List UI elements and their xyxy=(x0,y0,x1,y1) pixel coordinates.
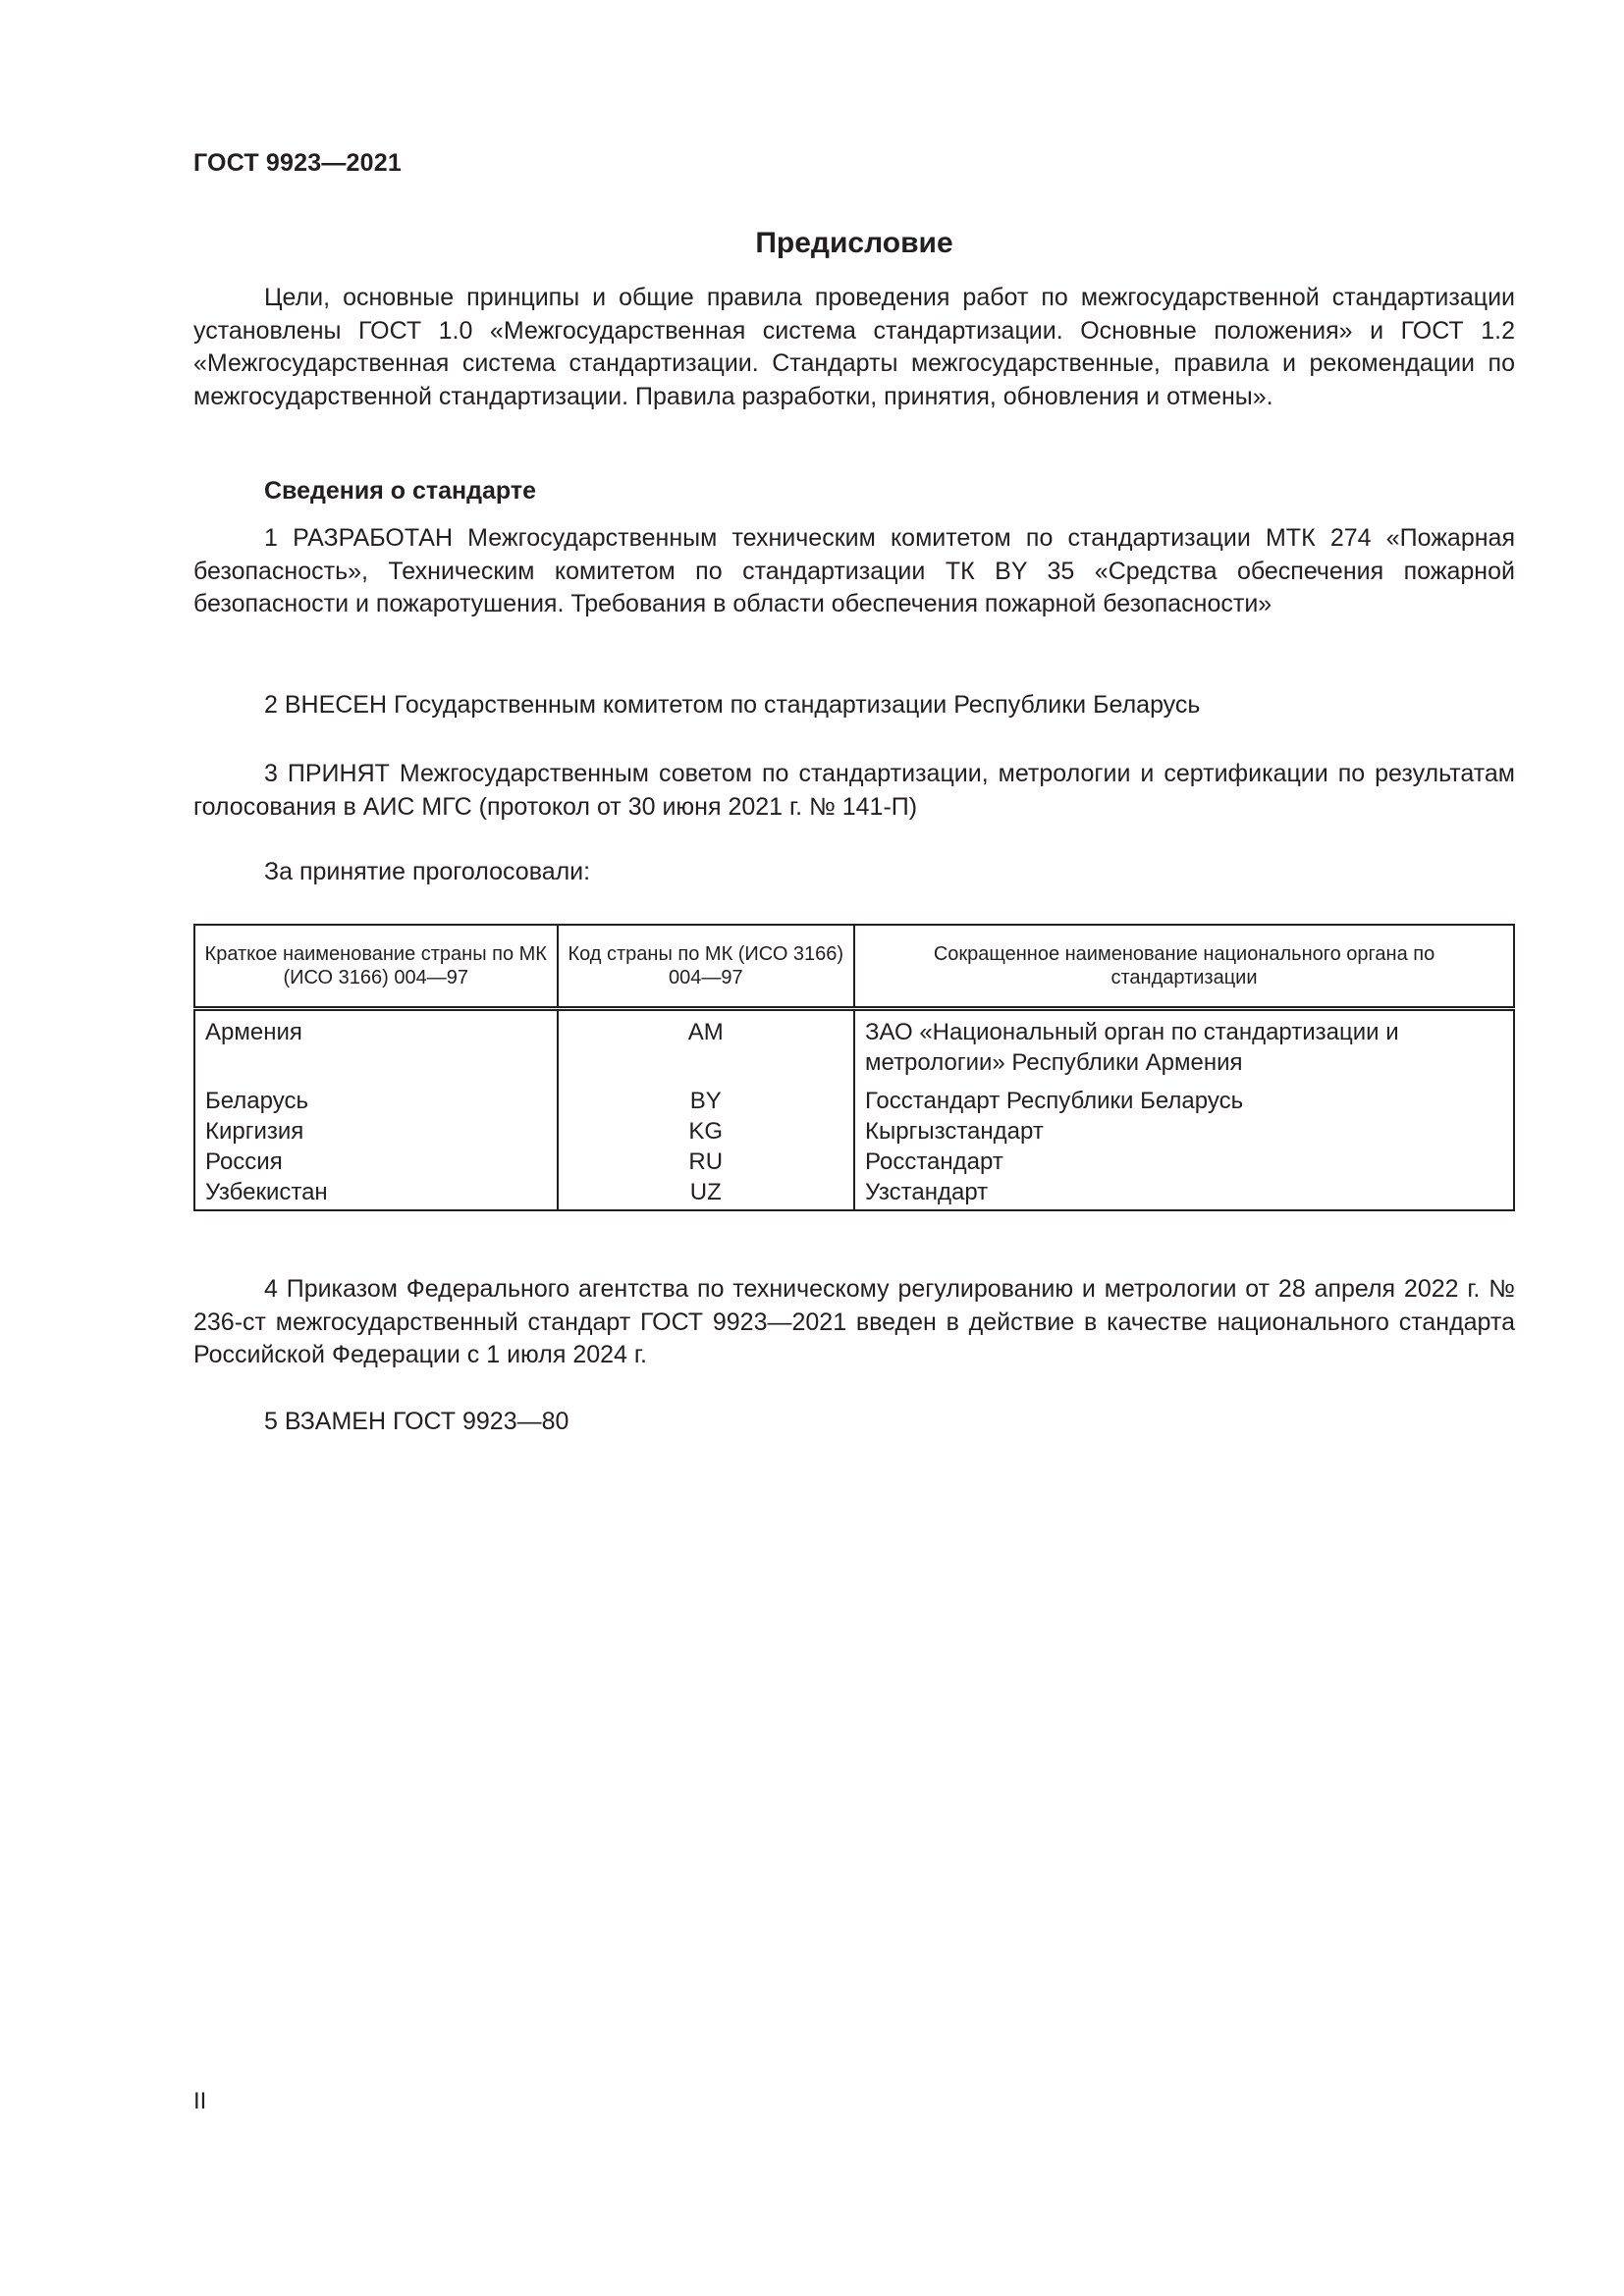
cell-country: Россия xyxy=(194,1147,558,1177)
cell-code: BY xyxy=(558,1086,855,1116)
cell-body: ЗАО «Национальный орган по стандартизации и метрологии» Республики Армения xyxy=(854,1009,1514,1087)
cell-code: RU xyxy=(558,1147,855,1177)
voted-label: За принятие проголосовали: xyxy=(264,858,591,885)
table-row xyxy=(194,1116,1514,1147)
table-row xyxy=(194,1086,1514,1116)
document-page xyxy=(193,0,1515,2296)
cell-body: Росстандарт xyxy=(854,1147,1514,1177)
header-body: Сокращенное наименование национального органа по стандартизации xyxy=(854,925,1514,1009)
item-enacted: 4 Приказом Федерального агентства по техническому регулированию и метрологии от 28 апреля 2022 г. № 236-ст межгосударственный стандарт ГОСТ 9923—2021 введен в действие в качестве национального стандарта Российской Федерации с 1 июля 2024 г. xyxy=(193,1275,1515,1368)
cell-code: AM xyxy=(558,1009,855,1087)
intro-paragraph: Цели, основные принципы и общие правила проведения работ по межгосударственной стандартизации установлены ГОСТ 1.0 «Межгосударственная система стандартизации. Основные положения» и ГОСТ 1.2 «Межгосударственная система стандартизации. Стандарты межгосударственные, правила и рекомендации по межгосударственной стандартизации. Правила разработки, принятия, обновления и отмены». xyxy=(193,284,1515,410)
cell-country: Беларусь xyxy=(194,1086,558,1116)
cell-body: Госстандарт Республики Беларусь xyxy=(854,1086,1514,1116)
item-adopted: 3 ПРИНЯТ Межгосударственным советом по стандартизации, метрологии и сертификации по результатам голосования в АИС МГС (протокол от 30 июня 2021 г. № 141-П) xyxy=(193,760,1515,821)
header-country: Краткое наименование страны по МК (ИСО 3166) 004—97 xyxy=(194,925,558,1009)
table-row xyxy=(194,1177,1514,1210)
header-code: Код страны по МК (ИСО 3166) 004—97 xyxy=(558,925,855,1009)
cell-body: Кыргызстандарт xyxy=(854,1116,1514,1147)
table-header-row xyxy=(194,925,1514,1009)
cell-country: Узбекистан xyxy=(194,1177,558,1210)
cell-country: Киргизия xyxy=(194,1116,558,1147)
page-title: Предисловие xyxy=(755,227,953,259)
item-developed: 1 РАЗРАБОТАН Межгосударственным техническим комитетом по стандартизации МТК 274 «Пожарная безопасность», Техническим комитетом по стандартизации ТК BY 35 «Средства обеспечения пожарной безопасности и пожаротушения. Требования в области обеспечения пожарной безопасности» xyxy=(193,524,1515,617)
document-code: ГОСТ 9923—2021 xyxy=(193,149,402,177)
item-replaces: 5 ВЗАМЕН ГОСТ 9923—80 xyxy=(264,1408,569,1435)
cell-body: Узстандарт xyxy=(854,1177,1514,1210)
cell-country: Армения xyxy=(194,1009,558,1087)
section-title: Сведения о стандарте xyxy=(264,477,537,505)
member-countries-table xyxy=(193,924,1515,1211)
table-row xyxy=(194,1009,1514,1087)
table-row xyxy=(194,1147,1514,1177)
cell-code: KG xyxy=(558,1116,855,1147)
item-introduced: 2 ВНЕСЕН Государственным комитетом по стандартизации Республики Беларусь xyxy=(264,691,1201,719)
cell-code: UZ xyxy=(558,1177,855,1210)
page-number: II xyxy=(193,2088,207,2114)
